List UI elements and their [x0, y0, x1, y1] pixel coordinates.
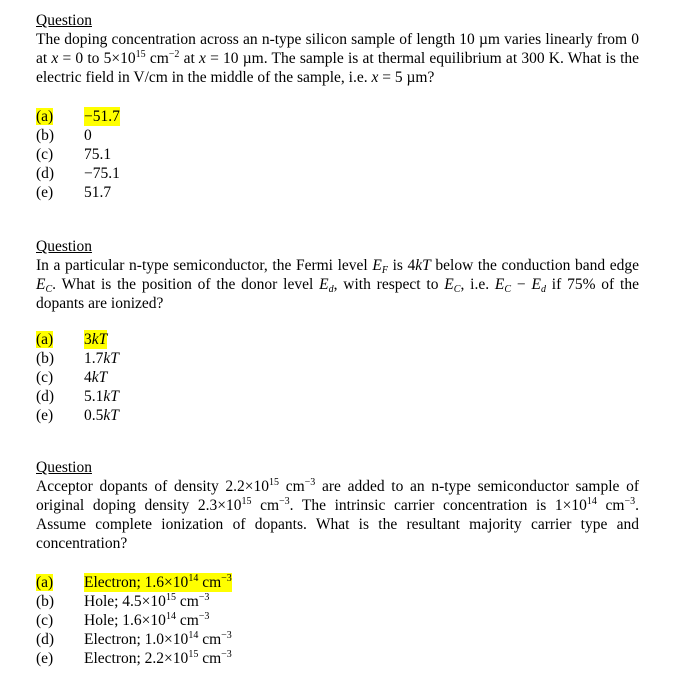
answer-option[interactable]: (c) 75.1 — [36, 146, 112, 163]
answer-option[interactable]: (b) 0 — [36, 127, 92, 144]
question-heading: Question — [36, 459, 92, 476]
question-2 — [36, 237, 639, 313]
answer-option[interactable]: (d) −75.1 — [36, 165, 120, 182]
question-3 — [36, 458, 639, 553]
question-text: The doping concentration across an n-type silicon sample of length 10 µm varies linearly from 0 at x = 0 to $5\times 10^{15}$ $cm^{-2}$ at x = 10 µm. The sample is at thermal equilibrium at 300 K. What is the electric field in V/cm in the middle of the sample, i.e. x = 5 µm? — [36, 31, 640, 86]
answer-options-3 — [36, 573, 232, 668]
answer-options-2 — [36, 330, 119, 425]
question-1 — [36, 11, 639, 87]
answer-option[interactable]: (a) 3kT — [36, 331, 108, 348]
answer-option[interactable]: (e) 0.5kT — [36, 407, 119, 424]
answer-option[interactable]: (e) Electron; $2.2\times 10^{15}$ $cm^{-3}$ — [36, 649, 232, 667]
answer-option[interactable]: (c) 4kT — [36, 369, 108, 386]
answer-option[interactable]: (a) Electron; $1.6\times 10^{14}$ $cm^{-3}$ — [36, 573, 232, 591]
answer-option[interactable]: (d) Electron; $1.0\times 10^{14}$ $cm^{-3}$ — [36, 630, 232, 648]
question-text: Acceptor dopants of density $2.2\times 10^{15}$ $cm^{-3}$ are added to an n-type semiconductor sample of original doping density $2.3\times 10^{15}$ $cm^{-3}$. The intrinsic carrier concentration is $1\times 10^{14}$ $cm^{-3}$. Assume complete ionization of dopants. What is the resultant majority carrier type and concentration? — [36, 477, 640, 552]
answer-option[interactable]: (e) 51.7 — [36, 184, 112, 201]
question-text: In a particular n-type semiconductor, the Fermi level $E_F$ is 4kT below the conduction band edge $E_C$. What is the position of the donor level $E_d$, with respect to $E_C$, i.e. $E_C - E_d$ if 75% of the dopants are ionized? — [36, 257, 640, 312]
answer-options-1 — [36, 107, 120, 202]
question-heading: Question — [36, 12, 92, 29]
question-heading: Question — [36, 238, 92, 255]
answer-option[interactable]: (d) 5.1kT — [36, 388, 119, 405]
answer-option[interactable]: (b) Hole; $4.5\times 10^{15}$ $cm^{-3}$ — [36, 592, 210, 610]
answer-option[interactable]: (b) 1.7kT — [36, 350, 119, 367]
answer-option[interactable]: (c) Hole; $1.6\times 10^{14}$ $cm^{-3}$ — [36, 611, 210, 629]
answer-option[interactable]: (a) −51.7 — [36, 108, 120, 125]
